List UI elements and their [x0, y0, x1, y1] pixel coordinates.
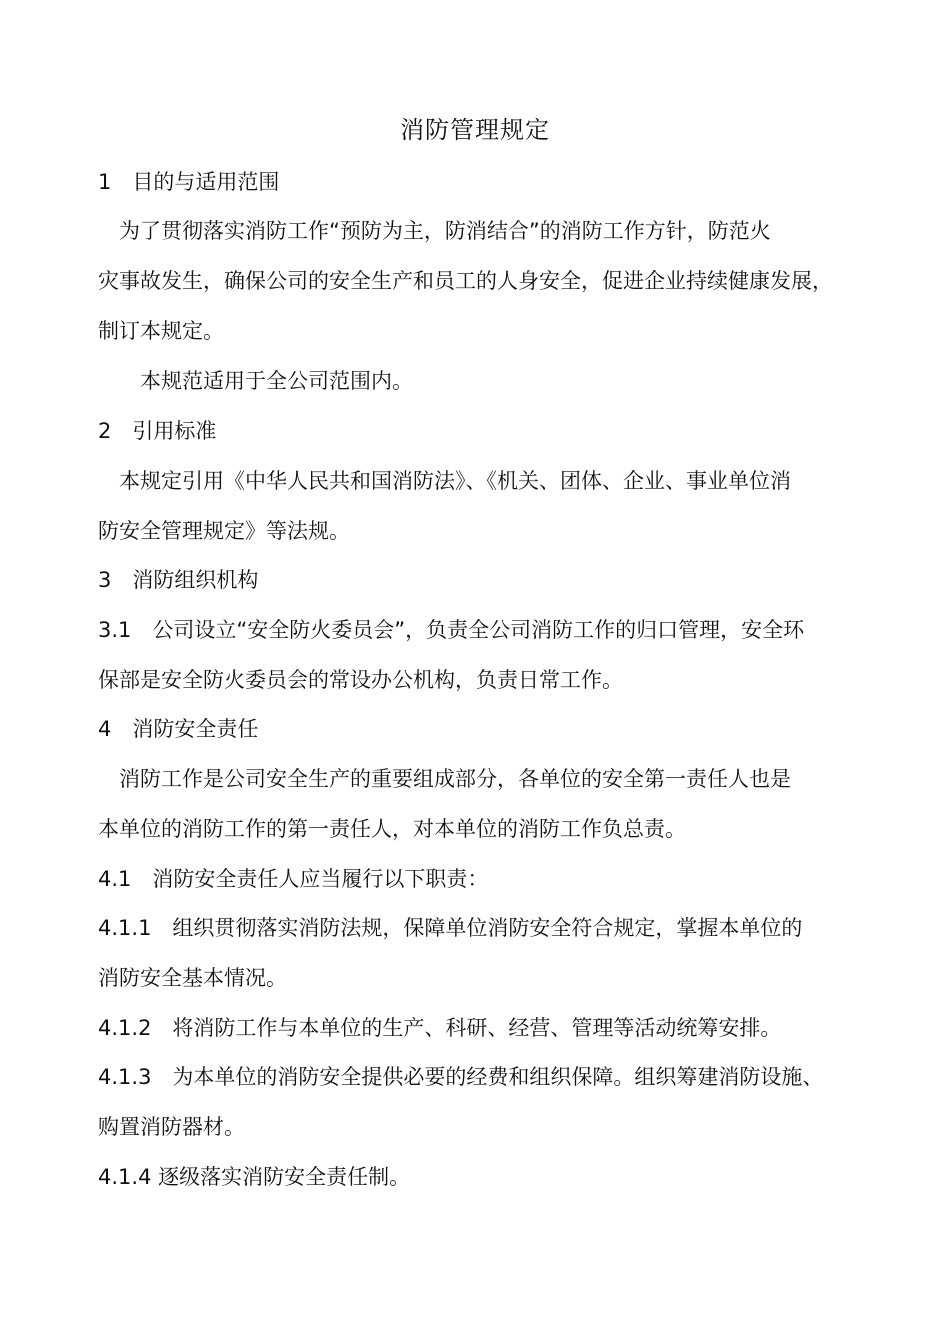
paragraph-line: 消防工作是公司安全生产的重要组成部分，各单位的安全第一责任人也是 [98, 767, 791, 791]
section-heading-4: 4 消防安全责任 [98, 717, 259, 741]
item-4-1-2: 4.1.2 将消防工作与本单位的生产、科研、经营、管理等活动统筹安排。 [98, 1016, 782, 1040]
paragraph-line: 制订本规定。 [98, 319, 224, 343]
paragraph-line: 防安全管理规定》等法规。 [98, 519, 350, 543]
section-heading-2: 2 引用标准 [98, 419, 217, 443]
subsection-3-1: 3.1 公司设立“安全防火委员会”，负责全公司消防工作的归口管理，安全环 [98, 618, 805, 642]
page-title: 消防管理规定 [400, 116, 550, 144]
paragraph-line: 保部是安全防火委员会的常设办公机构，负责日常工作。 [98, 668, 623, 692]
subsection-4-1: 4.1 消防安全责任人应当履行以下职责： [98, 867, 489, 891]
item-4-1-4: 4.1.4 逐级落实消防安全责任制。 [98, 1165, 411, 1189]
paragraph-line: 本规范适用于全公司范围内。 [98, 369, 413, 393]
section-heading-1: 1 目的与适用范围 [98, 170, 280, 194]
section-heading-3: 3 消防组织机构 [98, 568, 259, 592]
paragraph-line: 灾事故发生，确保公司的安全生产和员工的人身安全，促进企业持续健康发展， [98, 269, 833, 293]
paragraph-line: 本单位的消防工作的第一责任人，对本单位的消防工作负总责。 [98, 817, 686, 841]
paragraph-line: 为了贯彻落实消防工作“预防为主，防消结合”的消防工作方针，防范火 [98, 219, 771, 243]
paragraph-line: 消防安全基本情况。 [98, 966, 287, 990]
item-4-1-3: 4.1.3 为本单位的消防安全提供必要的经费和组织保障。组织筹建消防设施、 [98, 1065, 824, 1089]
item-4-1-1: 4.1.1 组织贯彻落实消防法规，保障单位消防安全符合规定，掌握本单位的 [98, 916, 803, 940]
paragraph-line: 本规定引用《中华人民共和国消防法》、《机关、团体、企业、事业单位消 [98, 469, 791, 493]
paragraph-line: 购置消防器材。 [98, 1115, 245, 1139]
